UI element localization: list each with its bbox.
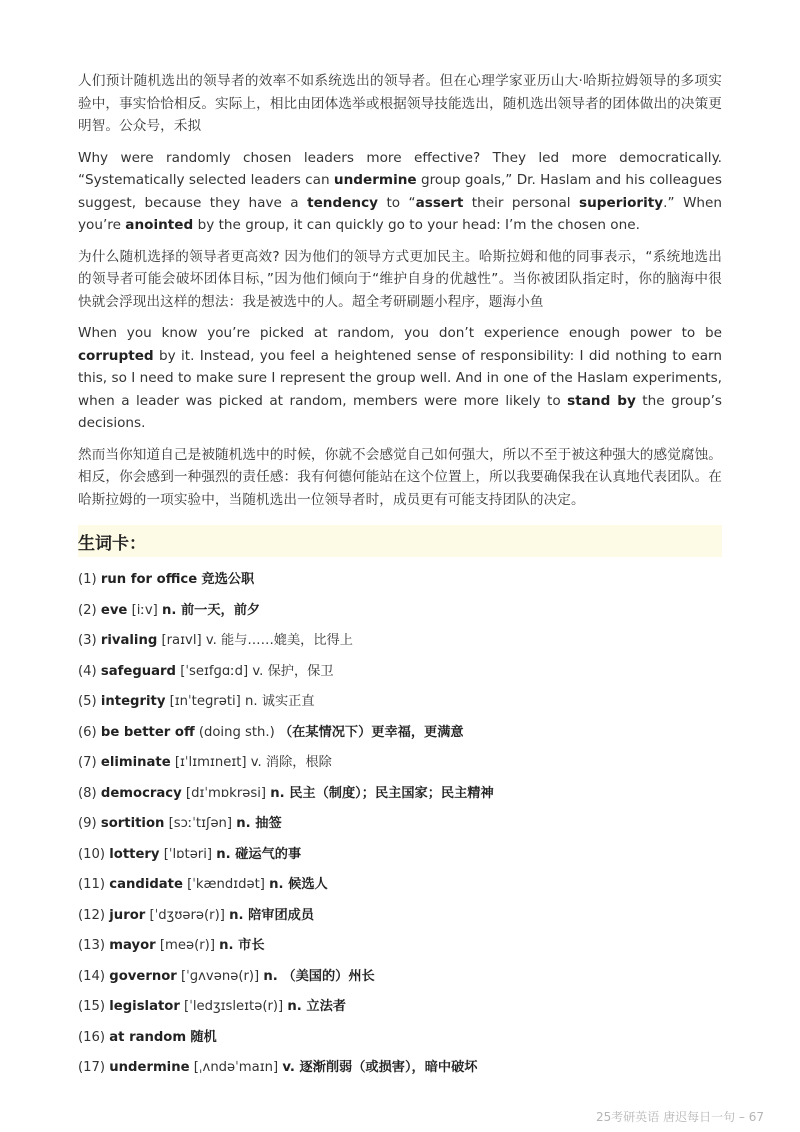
vocab-number: (5) (78, 694, 97, 709)
text-segment: the group’s decisions. (78, 392, 722, 431)
text-segment: 然而当你知道自己是被随机选中的时候，你就不会感觉自己如何强大，所以不至于被这种强大的感觉腐蚀。相反，你会感到一种强烈的责任感：我有何德何能站在这个位置上，所以我要确保我在认真地代表团队。在哈斯拉姆的一项实验中，当随机选出一位领导者时，成员更有可能支持团队的决定。 (78, 446, 722, 508)
key-word: undermine (333, 172, 417, 188)
vocab-item (78, 687, 722, 718)
chinese-paragraph (78, 246, 722, 314)
text-segment: When you know you’re picked at random, you don’t experience enough power to be (78, 325, 722, 341)
vocab-word: juror (109, 907, 146, 923)
vocab-card-heading (78, 525, 722, 557)
vocab-meaning: n. 抽签 (236, 816, 282, 831)
vocab-card-title: 生词卡： (78, 533, 146, 554)
vocab-phonetic: [ˈɡʌvənə(r)] (180, 968, 260, 984)
text-segment: 人们预计随机选出的领导者的效率不如系统选出的领导者。但在心理学家亚历山大·哈斯拉姆领导的多项实验中，事实恰恰相反。实际上，相比由团体选举或根据领导技能选出，随机选出领导者的团体做出的决策更明智。公众号，禾拟 (78, 73, 722, 134)
vocab-meaning: n. 诚实正直 (245, 694, 315, 709)
vocab-number: (1) (78, 572, 97, 587)
chinese-paragraph (78, 444, 722, 512)
vocab-number: (9) (78, 816, 97, 831)
vocab-number: (4) (78, 663, 97, 679)
vocab-phonetic: [sɔːˈtɪʃən] (168, 816, 233, 831)
article-page (78, 70, 722, 1084)
text-segment: .” When you’re (78, 194, 722, 233)
vocab-phonetic: [ˈseɪfɡɑːd] (180, 663, 249, 679)
article-body (78, 70, 722, 511)
vocab-word: run for office (100, 572, 198, 587)
key-word: stand by (567, 392, 636, 409)
vocab-word: sortition (100, 816, 165, 831)
vocab-phonetic: [ˈkændɪdət] (187, 877, 265, 892)
text-segment: 为什么随机选择的领导者更高效? 因为他们的领导方式更加民主。哈斯拉姆和他的同事表示，“系统地选出的领导者可能会破坏团体目标，”因为他们倾向于“维护自身的优越性”。当你被团队指定时，你的脑海中很快就会浮现出这样的想法：我是被选中的人。超全考研刷题小程序，题海小鱼 (78, 248, 722, 310)
text-segment: their personal (463, 194, 580, 211)
vocab-meaning: n. 民主（制度）；民主国家；民主精神 (270, 785, 494, 801)
vocab-phonetic: [ɪnˈteɡrəti] (169, 694, 241, 709)
vocab-word: rivaling (100, 633, 158, 648)
vocab-item (78, 565, 722, 596)
vocab-meaning: n. 碰运气的事 (216, 846, 302, 862)
chinese-paragraph (78, 70, 722, 138)
vocab-phonetic: [meə(r)] (159, 938, 215, 953)
vocab-phonetic: [dɪˈmɒkrəsi] (185, 785, 267, 801)
vocab-item (78, 718, 722, 749)
vocab-item (78, 657, 722, 688)
vocab-word: candidate (109, 877, 183, 892)
text-segment: group goals,” Dr. Haslam and his colleagues suggest, because they have a (78, 172, 722, 211)
key-word: corrupted (78, 347, 154, 364)
vocab-item (78, 931, 722, 962)
vocab-item (78, 1053, 722, 1084)
text-segment: to “ (378, 194, 416, 211)
vocab-meaning: v. 消除，根除 (250, 755, 332, 770)
vocab-item (78, 1023, 722, 1054)
vocab-word: eliminate (100, 755, 171, 770)
vocab-phonetic: [ˌʌndəˈmaɪn] (193, 1060, 279, 1075)
vocab-item (78, 596, 722, 627)
vocab-number: (12) (78, 907, 106, 923)
vocab-number: (17) (78, 1060, 106, 1075)
key-word: assert (415, 194, 464, 211)
text-segment: Why were randomly chosen leaders more effective? They led more democratically. “Systematically selected leaders can (78, 149, 722, 188)
vocab-word: safeguard (100, 663, 176, 679)
vocab-item (78, 840, 722, 871)
english-paragraph (78, 322, 722, 435)
vocab-word: governor (109, 968, 177, 984)
vocab-word: integrity (100, 694, 166, 709)
vocab-word: be better off (100, 724, 195, 740)
vocab-meaning: n. 前一天，前夕 (162, 602, 261, 618)
vocab-number: (3) (78, 633, 97, 648)
vocab-phonetic: [ˈlɒtəri] (163, 846, 213, 862)
vocab-number: (13) (78, 938, 106, 953)
vocab-item (78, 809, 722, 840)
vocab-meaning: （在某情况下）更幸福，更满意 (278, 724, 464, 740)
vocab-item (78, 748, 722, 779)
vocab-word: democracy (100, 785, 182, 801)
vocab-meaning: v. 能与……媲美，比得上 (205, 633, 353, 648)
vocab-meaning: n. （美国的）州长 (263, 968, 375, 984)
vocab-number: (14) (78, 968, 106, 984)
vocab-meaning: 随机 (190, 1029, 217, 1045)
vocab-number: (15) (78, 999, 106, 1014)
vocab-phonetic: [ˈledʒɪsleɪtə(r)] (184, 999, 284, 1014)
key-word: superiority (579, 194, 664, 211)
vocab-item (78, 962, 722, 993)
vocab-meaning: n. 候选人 (269, 877, 328, 892)
vocab-item (78, 870, 722, 901)
vocab-number: (10) (78, 846, 106, 862)
vocab-word: eve (100, 602, 128, 618)
text-segment: by it. Instead, you feel a heightened sense of responsibility: I did nothing to earn this, so I need to make sure I represent the group well. And in one of the Haslam experiments, when a leader was picked at random, members were more likely to (78, 347, 722, 409)
vocab-meaning: n. 立法者 (287, 999, 346, 1014)
english-paragraph (78, 147, 722, 237)
vocab-phonetic: [ˈdʒʊərə(r)] (149, 907, 225, 923)
vocab-phonetic: (doing sth.) (198, 724, 275, 740)
vocab-meaning: 竞选公职 (201, 572, 255, 587)
page-footer: 25考研英语 唐迟每日一句 – 67 (596, 1110, 764, 1124)
vocab-number: (7) (78, 755, 97, 770)
vocab-item (78, 901, 722, 932)
vocab-item (78, 779, 722, 810)
vocab-word: undermine (109, 1060, 190, 1075)
vocab-word: legislator (109, 999, 180, 1014)
vocab-meaning: n. 市长 (219, 938, 265, 953)
vocab-item (78, 992, 722, 1023)
vocab-number: (8) (78, 785, 97, 801)
vocab-meaning: n. 陪审团成员 (229, 907, 315, 923)
vocab-number: (2) (78, 602, 97, 618)
vocab-number: (11) (78, 877, 106, 892)
key-word: tendency (307, 194, 379, 211)
vocab-phonetic: [iːv] (131, 602, 158, 618)
vocab-meaning: v. 保护，保卫 (252, 663, 334, 679)
vocab-meaning: v. 逐渐削弱（或损害），暗中破坏 (282, 1060, 478, 1075)
vocab-phonetic: [ɪˈlɪmɪneɪt] (174, 755, 247, 770)
text-segment: by the group, it can quickly go to your head: I’m the chosen one. (193, 217, 640, 233)
vocab-word: lottery (109, 846, 160, 862)
vocab-phonetic: [raɪvl] (161, 633, 202, 648)
vocab-list (78, 565, 722, 1084)
vocab-word: at random (109, 1029, 187, 1045)
vocab-item (78, 626, 722, 657)
key-word: anointed (125, 217, 194, 233)
vocab-word: mayor (109, 938, 156, 953)
vocab-number: (6) (78, 724, 97, 740)
vocab-number: (16) (78, 1029, 106, 1045)
